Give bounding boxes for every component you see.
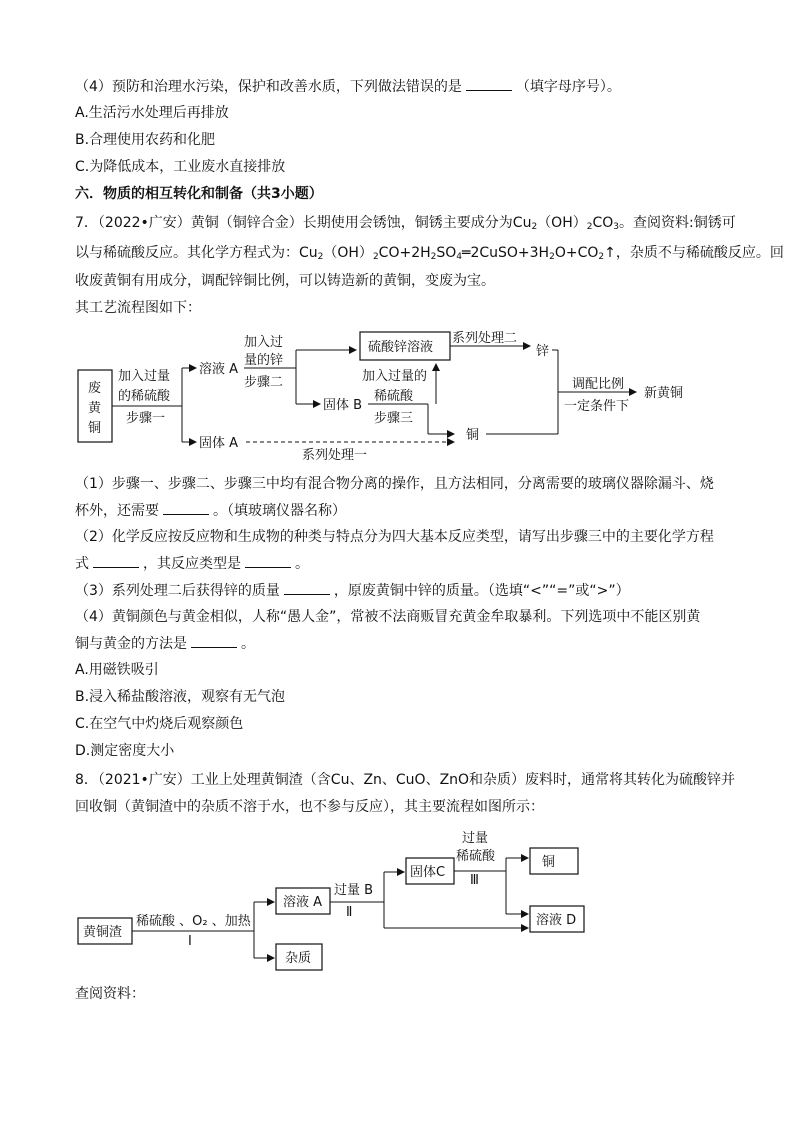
solid-b-label: 固体 B [323, 398, 363, 413]
q8-flow-diagram [0, 822, 794, 972]
option-a: A.生活污水处理后再排放 [75, 105, 229, 121]
answer-blank[interactable] [284, 580, 330, 595]
q7-line3: 收废黄铜有用成分，调配锌铜比例，可以铸造新的黄铜，变废为宝。 [75, 273, 495, 289]
add-zinc-label-2: 量的锌 [244, 353, 284, 368]
step2-roman: Ⅱ [346, 905, 353, 920]
answer-blank[interactable] [191, 633, 237, 648]
solid-a-label: 固体 A [199, 436, 239, 451]
new-brass-label: 新黄铜 [644, 386, 684, 401]
zinc-label: 锌 [536, 344, 550, 359]
solution-d-label: 溶液 D [536, 913, 577, 928]
znso4-label: 硫酸锌溶液 [368, 340, 434, 355]
q7-line1: 7．（2022•广安）黄铜（铜锌合金）长期使用会锈蚀，铜锈主要成分为$Cu_2(OH)_2CO_3$。查阅资料:铜锈可 [75, 215, 736, 232]
step1-label: 步骤一 [126, 411, 166, 426]
solid-c-label: 固体C [410, 865, 446, 880]
q7-option-d: D.测定密度大小 [75, 743, 175, 759]
add-acid-label-2: 的稀硫酸 [118, 389, 171, 404]
q8-line1: 8．（2021•广安）工业上处理黄铜渣（含Cu、Zn、CuO、ZnO和杂质）废料时，通常将其转化为硫酸锌并 [75, 772, 736, 788]
q7-part4-a: （4）黄铜颜色与黄金相似，人称“愚人金”，常被不法商贩冒充黄金牟取暴利。下列选项中不能区别黄 [75, 609, 701, 625]
q7-option-b: B.浸入稀盐酸溶液，观察有无气泡 [75, 689, 286, 705]
step3-label: 步骤三 [374, 411, 414, 426]
add-acid-label-1: 加入过量 [118, 369, 171, 384]
impurity-label: 杂质 [285, 951, 312, 966]
series1-label: 系列处理一 [302, 448, 368, 463]
q7-option-a: A.用磁铁吸引 [75, 662, 159, 678]
q8-reference: 查阅资料： [75, 986, 145, 1002]
slag-label: 黄铜渣 [83, 925, 123, 940]
q7-option-c: C.在空气中灼烧后观察颜色 [75, 716, 244, 732]
add-acid3-label-2: 稀硫酸 [374, 389, 414, 404]
q7-part3: （3）系列处理二后获得锌的质量 ，原废黄铜中锌的质量。（选填“<”“=”或“>”） [75, 580, 630, 601]
copper-label: 铜 [542, 855, 556, 870]
answer-blank[interactable] [245, 553, 291, 568]
q7-part4-b: 铜与黄金的方法是 。 [75, 633, 255, 654]
step1-roman: Ⅰ [188, 934, 192, 949]
excess-label: 过量 [462, 831, 489, 846]
q7-flow-diagram [0, 322, 794, 467]
q7-part1-a: （1）步骤一、步骤二、步骤三中均有混合物分离的操作，且方法相同，分离需要的玻璃仪器除漏斗、烧 [75, 476, 714, 492]
answer-blank[interactable] [466, 76, 512, 91]
q8-line2: 回收铜（黄铜渣中的杂质不溶于水，也不参与反应），其主要流程如图所示： [75, 799, 544, 815]
excess-b-label: 过量 B [334, 883, 374, 898]
step2-label: 步骤二 [244, 375, 284, 390]
waste-char-3: 铜 [88, 421, 102, 436]
add-acid3-label-1: 加入过量的 [362, 369, 428, 384]
q6-part4-stem: （4）预防和治理水污染，保护和改善水质，下列做法错误的是 （填字母序号）。 [75, 76, 621, 97]
add-zinc-label-1: 加入过 [244, 335, 284, 350]
waste-char-2: 黄 [88, 401, 102, 416]
q7-part2-a: （2）化学反应按反应物和生成物的种类与特点分为四大基本反应类型，请写出步骤三中的主要化学方程 [75, 529, 714, 545]
adjust-label-1: 调配比例 [572, 377, 625, 392]
solution-a-label: 溶液 A [199, 362, 239, 377]
q7-line4: 其工艺流程图如下： [75, 300, 201, 316]
option-b: B.合理使用农药和化肥 [75, 132, 216, 148]
option-c: C.为降低成本，工业废水直接排放 [75, 159, 286, 175]
q7-part1-b: 杯外，还需要 。（填玻璃仪器名称） [75, 500, 346, 521]
series2-label: 系列处理二 [452, 331, 518, 346]
dilute-acid-label: 稀硫酸 [456, 849, 496, 864]
condition1-label: 稀硫酸 、O₂ 、加热 [136, 914, 251, 929]
q7-line2: 以与稀硫酸反应。其化学方程式为：$Cu_2(OH)_2CO+2H_2SO_4═2CuSO+3H_2O+CO_2↑$，杂质不与稀硫酸反应。回 [75, 245, 784, 262]
adjust-label-2: 一定条件下 [564, 399, 630, 414]
q7-part2-b: 式 ，其反应类型是 。 [75, 553, 309, 574]
waste-char-1: 废 [88, 381, 102, 396]
answer-blank[interactable] [163, 500, 209, 515]
solution-a-label: 溶液 A [283, 895, 323, 910]
step3-roman: Ⅲ [470, 873, 479, 888]
answer-blank[interactable] [93, 553, 139, 568]
section-title: 六．物质的相互转化和制备（共3小题） [75, 186, 323, 202]
copper-label: 铜 [466, 428, 480, 443]
